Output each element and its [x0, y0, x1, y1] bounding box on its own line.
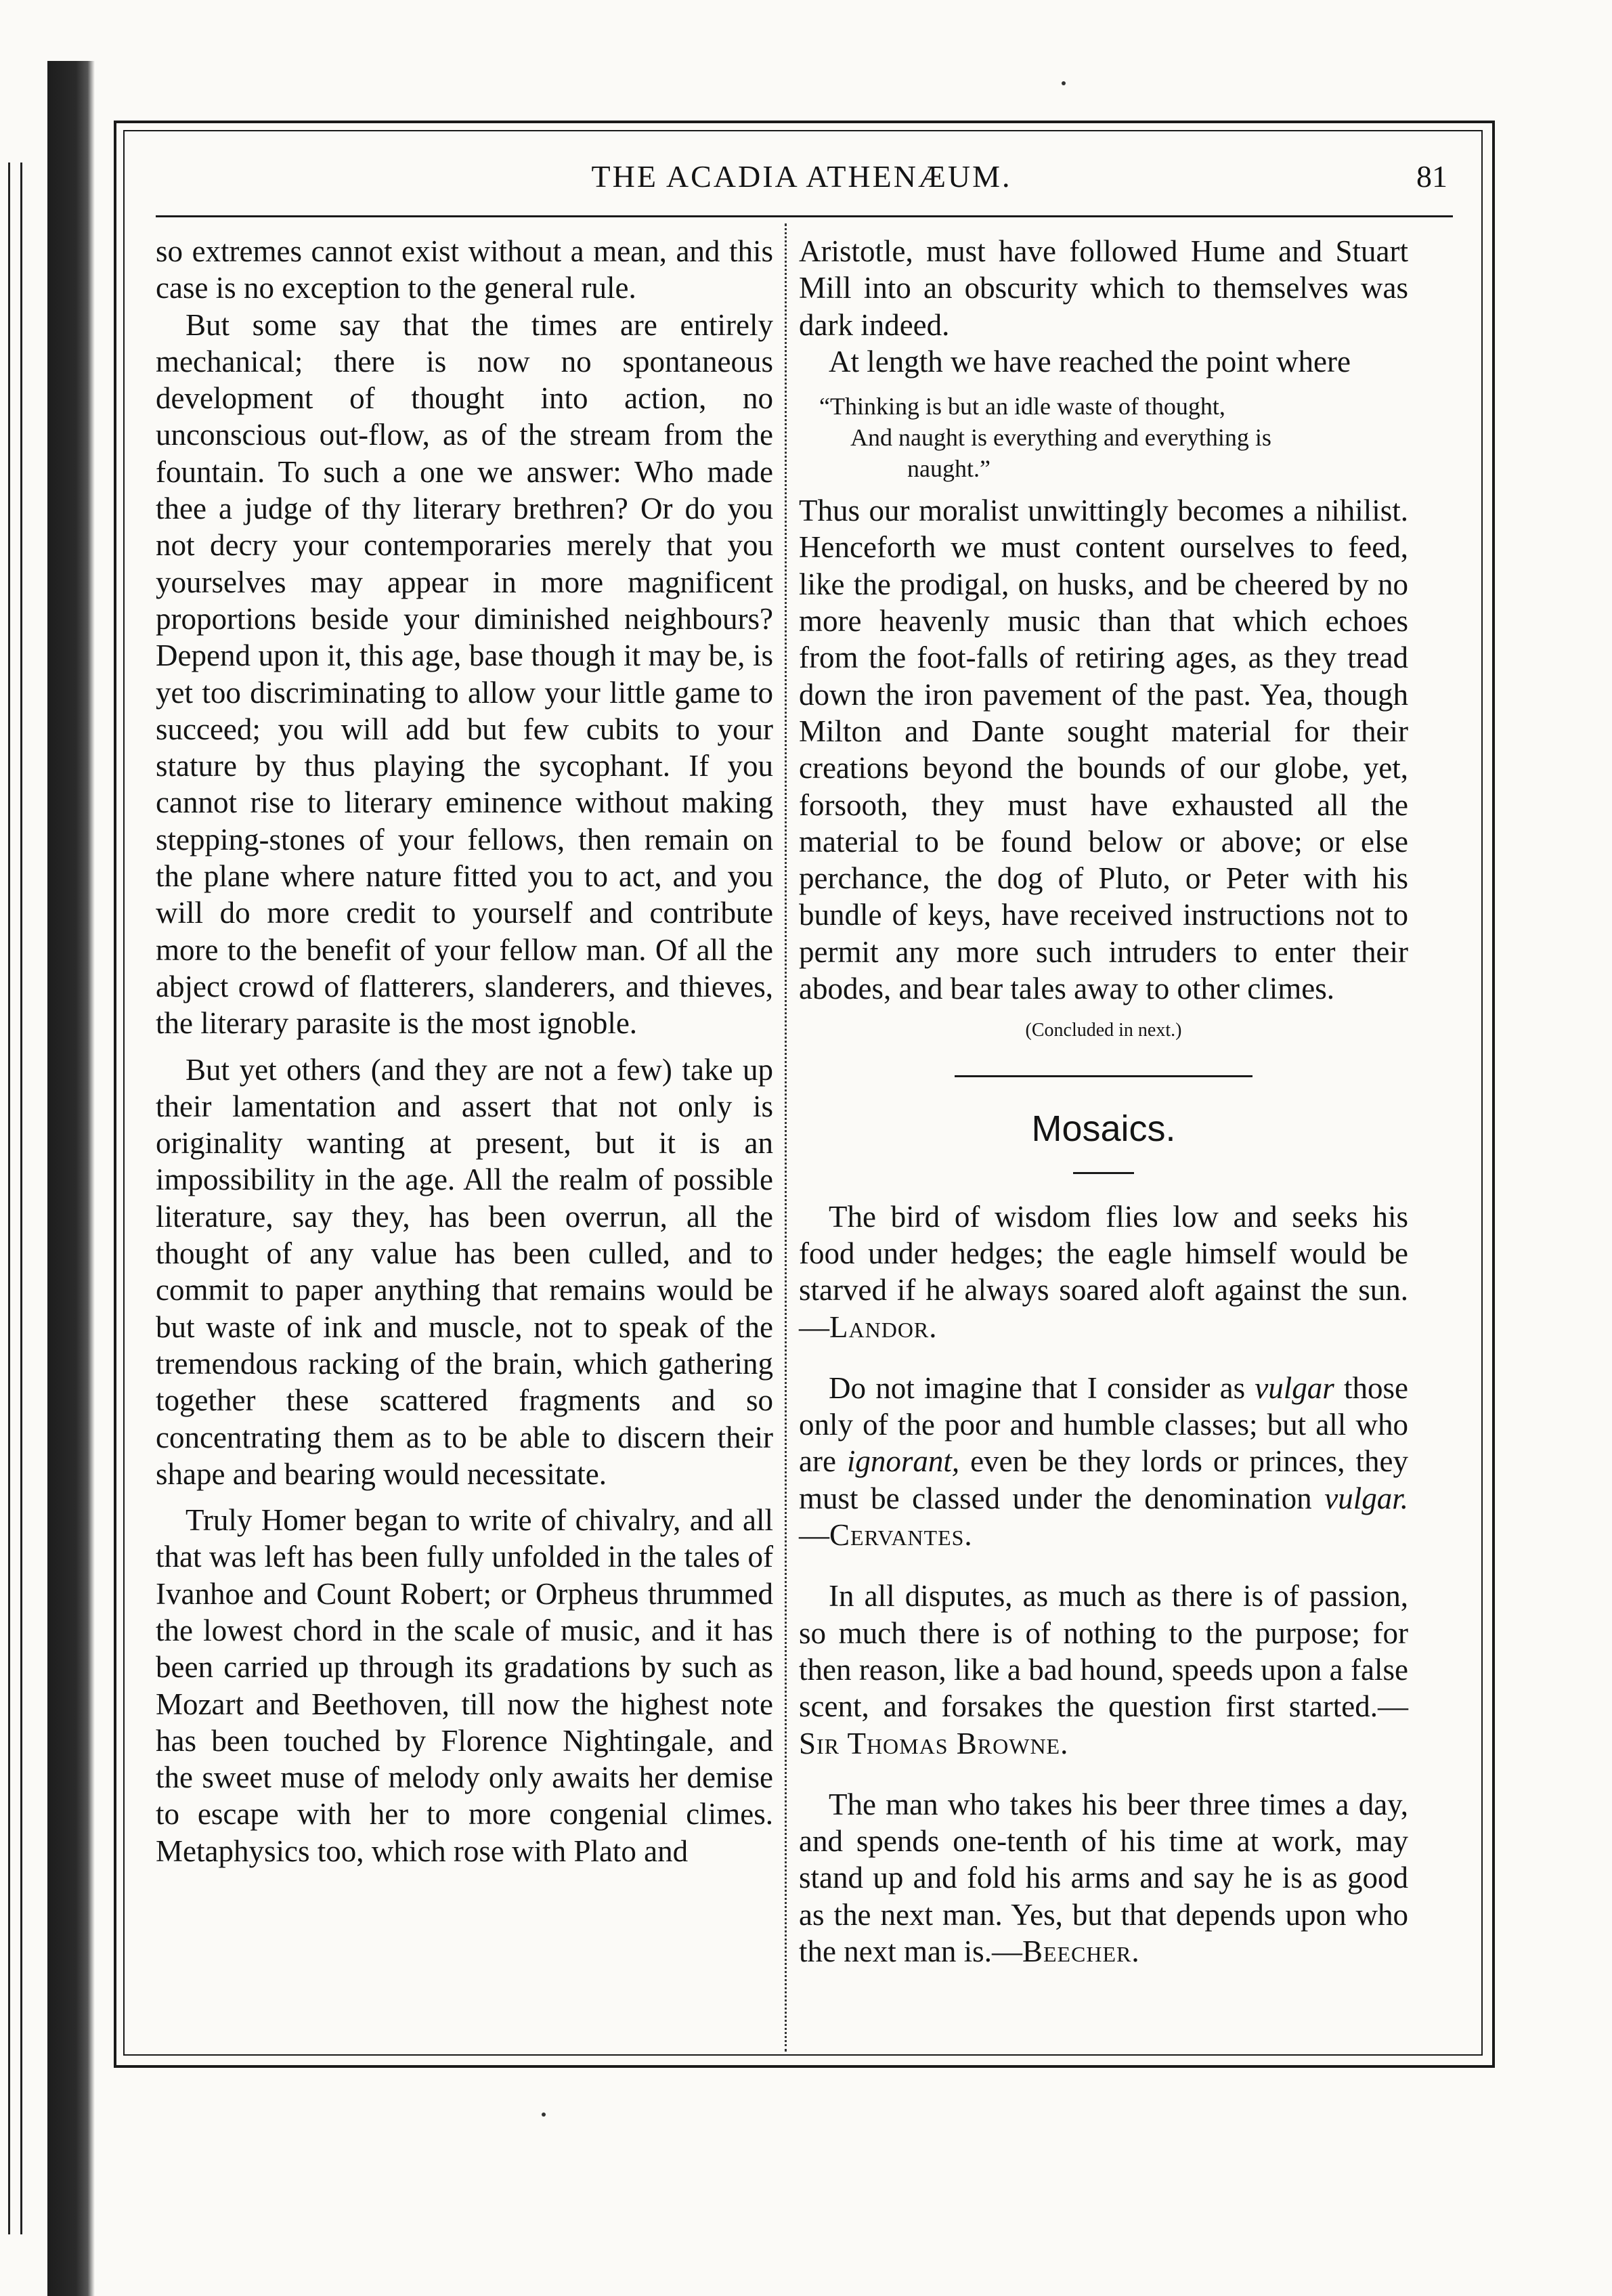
verse-line: “Thinking is but an idle waste of thought, — [819, 393, 1225, 420]
paragraph: Truly Homer began to write of chivalry, and all that was left has been fully unfolded in the tales of Ivanhoe and Count Robert; or Orpheus thrummed the lowest chord in the scale of music, and it has been carried up through its gradations by such as Mozart and Beethoven, till now the highest note has been touched by Florence Nightingale, and the sweet muse of melody only awaits her demise to escape with her to more congenial climes. Metaphysics too, which rose with Plato and — [156, 1503, 773, 1868]
verse-line: naught.” — [907, 455, 990, 483]
quote-emphasis: vulgar. — [1324, 1481, 1408, 1515]
header-rule — [156, 215, 1453, 217]
scan-speck — [1062, 81, 1066, 85]
paragraph: At length we have reached the point where — [829, 344, 1351, 378]
quote-text: those only of the poor and humble classes; but all who are — [799, 1370, 1408, 1479]
column-divider — [785, 223, 788, 2052]
binding-line — [20, 163, 22, 2234]
section-rule — [955, 1075, 1252, 1077]
verse-line: And naught is everything and everything is — [850, 424, 1271, 452]
paragraph: But yet others (and they are not a few) take up their lamentation and assert that not only is originality wanting at present, but it is an impossibility in the age. All the realm of possible literature, say they, has been overrun, all the thought of any value has been culled, and to commit to paper anything that remains would be but waste of ink and muscle, not to speak of the tremendous racking of the brain, which gathering together these scattered fragments and so concentrating them as to be able to discern their shape and bearing would necessitate. — [156, 1052, 773, 1491]
verse-quotation — [799, 391, 1408, 484]
quote-text: The man who takes his beer three times a day, and spends one-tenth of his time at work, may stand up and fold his arms and say he is as good as the next man. Yes, but that depends upon who the next man is.— — [799, 1787, 1408, 1968]
scan-speck — [542, 2113, 546, 2117]
mosaic-quote — [799, 1578, 1408, 1761]
quote-dash: — — [799, 1518, 829, 1553]
quote-text: The bird of wisdom flies low and seeks his food under hedges; the eagle himself would be starved if he always soared aloft against the sun.— — [799, 1199, 1408, 1344]
mosaic-quote — [799, 1198, 1408, 1345]
page-number: 81 — [1416, 159, 1447, 194]
quote-author: Landor. — [829, 1309, 938, 1344]
paragraph: Aristotle, must have followed Hume and Stuart Mill into an obscurity which to themselves was dark indeed. — [799, 234, 1408, 342]
quote-text: Do not imagine that I consider as — [829, 1370, 1255, 1405]
title-rule — [1073, 1172, 1134, 1174]
quote-author: Cervantes. — [829, 1518, 973, 1553]
left-column — [156, 233, 773, 1869]
mosaic-quote — [799, 1370, 1408, 1553]
quote-author: Beecher. — [1022, 1934, 1140, 1968]
binding-line — [8, 163, 10, 2234]
continuation-note: (Concluded in next.) — [1025, 1020, 1182, 1041]
quote-author: Sir Thomas Browne. — [799, 1726, 1069, 1760]
quote-emphasis: ignorant, — [846, 1444, 960, 1479]
mosaic-quote — [799, 1786, 1408, 1970]
paragraph: Thus our moralist unwittingly becomes a nihilist. Henceforth we must content ourselves to feed, like the prodigal, on husks, and be cheered by no more heavenly music than that which echoes from the foot-falls of retiring ages, as they tread down the iron pavement of the past. Yea, though Milton and Dante sought material for their creations beyond the bounds of our globe, yet, forsooth, they must have exhausted all the material to be found below or above; or else perchance, the dog of Pluto, or Peter with his bundle of keys, have received instructions not to permit any more such intruders to enter their abodes, and bear tales away to other climes. — [799, 494, 1408, 1006]
quote-text: even be they lords or princes, they must be classed under the denomination — [799, 1444, 1408, 1515]
paragraph: But some say that the times are entirely mechanical; there is now no spontaneous development of thought into action, no unconscious out-flow, as of the stream from the fountain. To such a one we answer: Who made thee a judge of thy literary brethren? Or do you not decry your contemporaries merely that you yourselves may appear in more magnificent proportions beside your diminished neighbours? Depend upon it, this age, base though it may be, is yet too discriminating to allow your little game to succeed; you will add but few cubits to your stature by thus playing the sycophant. If you cannot rise to literary eminence without making stepping-stones of your fellows, then remain on the plane where nature fitted you to act, and you will do more credit to yourself and contribute more to the benefit of your fellow man. Of all the abject crowd of flatterers, slanderers, and thieves, the literary parasite is the most ignoble. — [156, 307, 773, 1041]
right-column — [799, 233, 1408, 1970]
section-title: Mosaics. — [1031, 1108, 1176, 1149]
quote-text: In all disputes, as much as there is of passion, so much there is of nothing to the purpose; for then reason, like a bad hound, speeds upon a false scent, and forsakes the question first started.— — [799, 1579, 1408, 1724]
quote-emphasis: vulgar — [1255, 1370, 1334, 1405]
paragraph: so extremes cannot exist without a mean, and this case is no exception to the general rule. — [156, 234, 773, 305]
running-title: THE ACADIA ATHENÆUM. — [591, 159, 1012, 194]
page-header — [123, 153, 1480, 200]
binding-edge — [47, 61, 95, 2296]
